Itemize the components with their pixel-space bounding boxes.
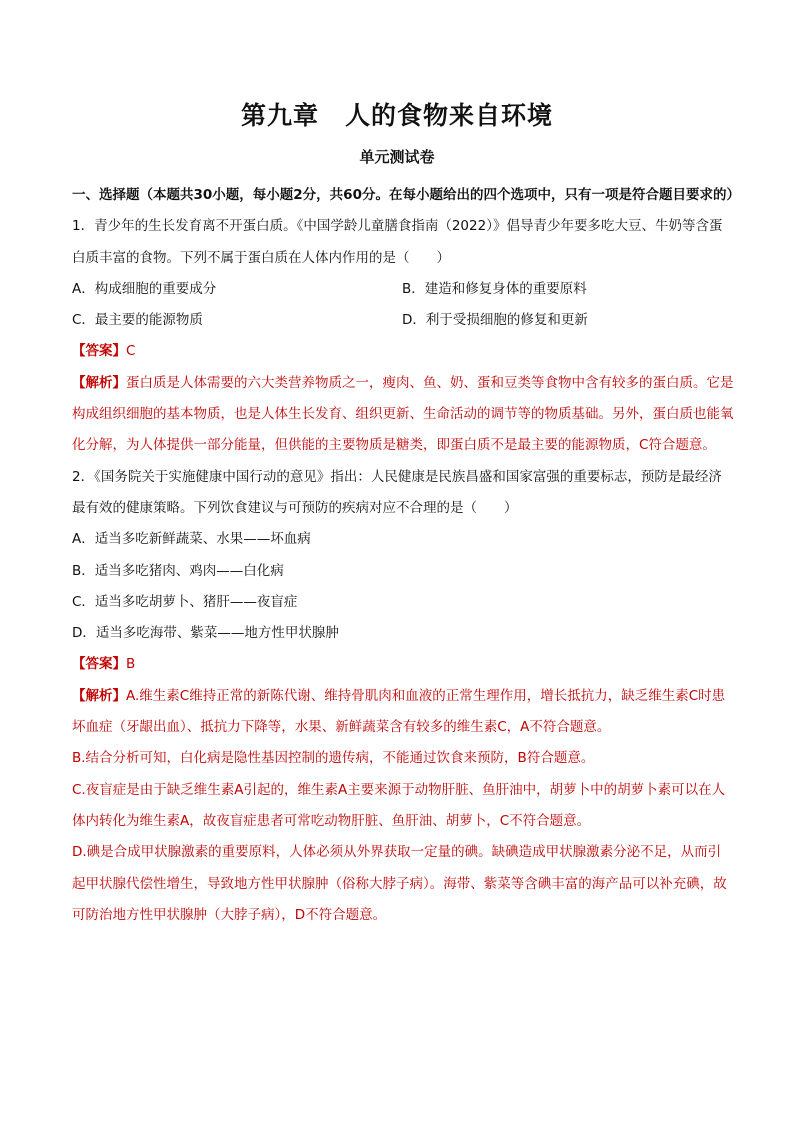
page-title: 第九章 人的食物来自环境 [240,101,553,130]
question-2-stem: 2．《国务院关于实施健康中国行动的意见》指出：人民健康是民族昌盛和国家富强的重要标志，预防是最经济最有效的健康策略。下列饮食建议与可预防的疾病对应不合理的是（ ） [72,468,722,516]
question-1-analysis [72,368,734,462]
analysis-text: 蛋白质是人体需要的六大类营养物质之一，瘦肉、鱼、奶、蛋和豆类等食物中含有较多的蛋白质。它是构成组织细胞的基本物质，也是人体生长发育、组织更新、生命活动的调节等的物质基础。另外，蛋白质也能氧化分解，为人体提供一部分能量，但供能的主要物质是糖类，即蛋白质不是最主要的能源物质，C符合题意。 [72,374,734,454]
question-1-option-b: B．建造和修复身体的重要原料 [402,280,587,297]
section-heading: 一、选择题（本题共30小题，每小题2分，共60分。在每小题给出的四个选项中，只有一项是符合题目要求的） [72,187,740,203]
question-1-options-row-2 [72,305,734,336]
question-2-option-d: D．适当多吃海带、紫菜——地方性甲状腺肿 [72,625,339,642]
question-2-option-a: A．适当多吃新鲜蔬菜、水果——坏血病 [72,531,311,548]
answer-label: 【答案】 [72,343,126,360]
answer-value: C [126,343,136,360]
analysis-label: 【解析】 [72,374,126,391]
question-2-option-b: B．适当多吃猪肉、鸡肉——白化病 [72,562,284,579]
question-2-option-c: C．适当多吃胡萝卜、猪肝——夜盲症 [72,593,298,610]
page-subtitle: 单元测试卷 [359,148,435,166]
analysis-label: 【解析】 [72,687,126,704]
question-1-option-d: D．利于受损细胞的修复和更新 [402,312,588,329]
question-2-answer [72,649,734,680]
analysis-text: A.维生素C维持正常的新陈代谢、维持骨肌肉和血液的正常生理作用，增长抵抗力，缺乏维生素C时患坏血症（牙龈出血）、抵抗力下降等，水果、新鲜蔬菜含有较多的维生素C，A不符合题意。 [72,687,726,736]
question-1-answer [72,336,734,367]
question-2-analysis-a [72,681,734,744]
question-1-options-row-1 [72,274,734,305]
question-1-option-a: A．构成细胞的重要成分 [72,280,217,297]
answer-label: 【答案】 [72,656,126,673]
question-2-analysis-c: C.夜盲症是由于缺乏维生素A引起的，维生素A主要来源于动物肝脏、鱼肝油中，胡萝卜中的胡萝卜素可以在人体内转化为维生素A，故夜盲症患者可常吃动物肝脏、鱼肝油、胡萝卜，C不符合题意。 [72,781,726,829]
answer-value: B [126,656,136,673]
question-2-analysis-b: B.结合分析可知，白化病是隐性基因控制的遗传病，不能通过饮食来预防，B符合题意。 [72,750,595,767]
question-1-stem: 1．青少年的生长发育离不开蛋白质。《中国学龄儿童膳食指南（2022）》倡导青少年要多吃大豆、牛奶等含蛋白质丰富的食物。下列不属于蛋白质在人体内作用的是（ ） [72,218,723,266]
question-1-option-c: C．最主要的能源物质 [72,312,203,329]
question-2-analysis-d: D.碘是合成甲状腺激素的重要原料，人体必须从外界获取一定量的碘。缺碘造成甲状腺激素分泌不足，从而引起甲状腺代偿性增生，导致地方性甲状腺肿（俗称大脖子病）。海带、紫菜等含碘丰富的海产品可以补充碘，故可防治地方性甲状腺肿（大脖子病），D不符合题意。 [72,844,727,923]
document-body [72,180,740,931]
